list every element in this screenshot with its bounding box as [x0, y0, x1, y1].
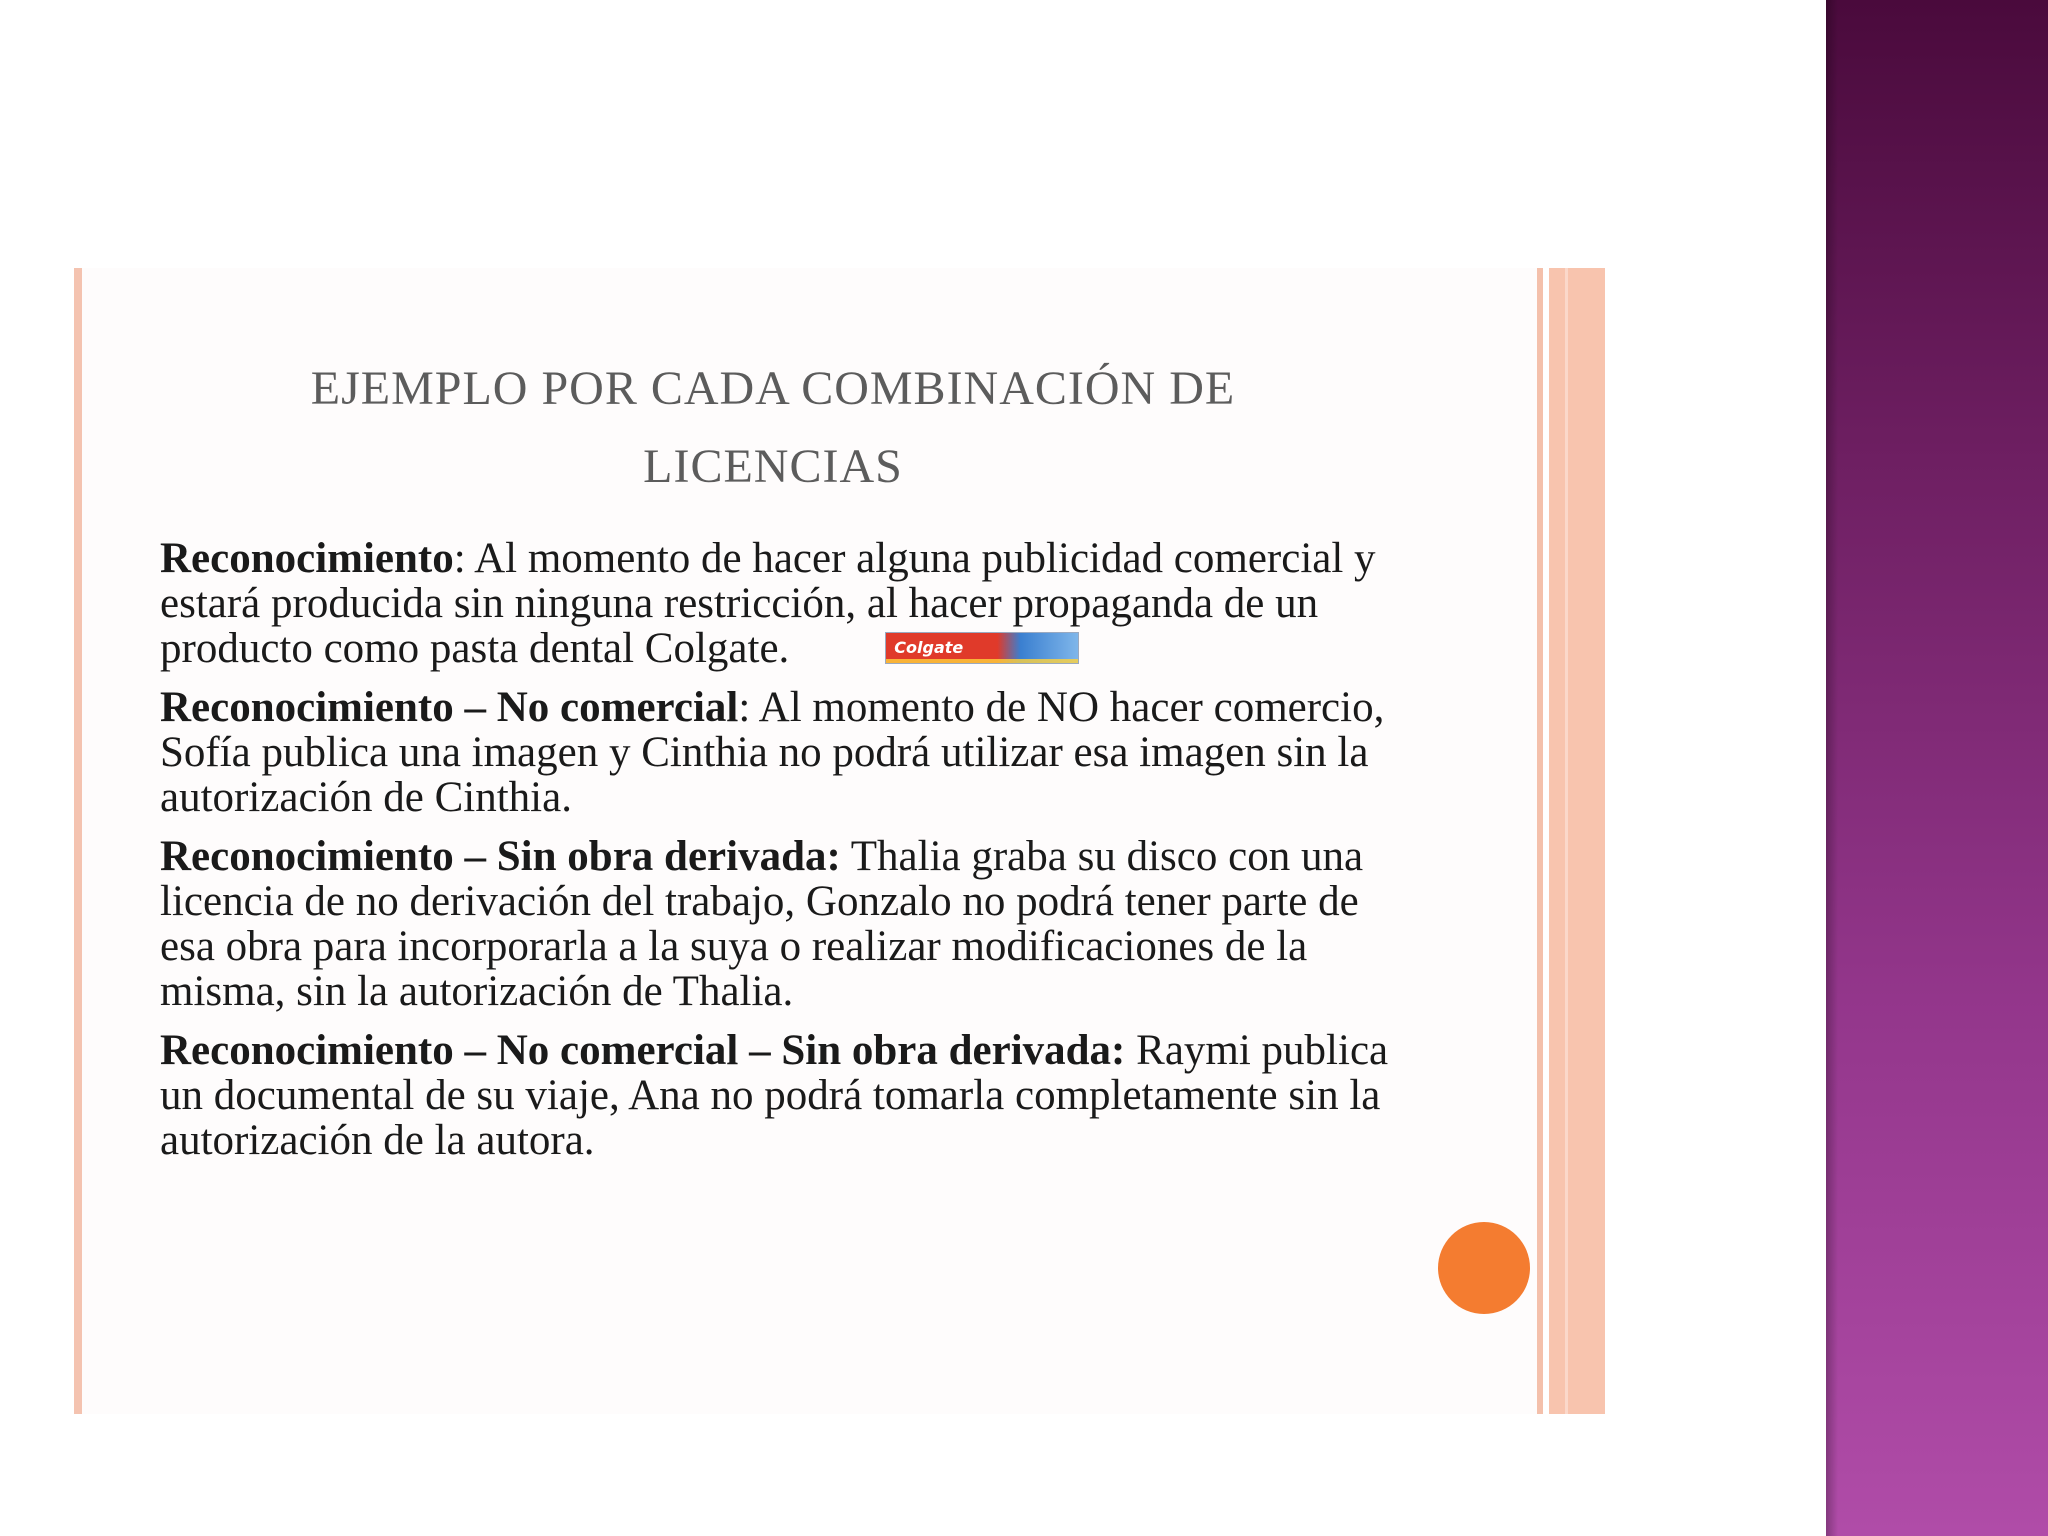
term-description: : Al momento de hacer alguna publicidad comercial y estará producida sin ninguna restricción, al hacer propaganda de un producto como pasta dental Colgate.	[160, 535, 1376, 672]
right-rule-thick	[1549, 268, 1605, 1414]
term-description: Raymi publica un documental de su viaje, Ana no podrá tomarla completamente sin la autorización de la autora.	[160, 1027, 1389, 1164]
orange-circle-decoration	[1438, 1222, 1530, 1314]
slide-title	[160, 350, 1386, 506]
paragraph-reconocimiento	[160, 536, 1420, 671]
paragraph-no-comercial-sin-obra-derivada	[160, 1028, 1420, 1163]
slide-body	[160, 536, 1420, 1177]
slide-title-line-2: LICENCIAS	[643, 440, 903, 493]
paragraph-no-comercial	[160, 685, 1420, 820]
term-description: : Al momento de NO hacer comercio, Sofía publica una imagen y Cinthia no podrá utilizar esa imagen sin la autorización de Cinthia.	[160, 684, 1385, 821]
term-description: Thalia graba su disco con una licencia de no derivación del trabajo, Gonzalo no podrá tener parte de esa obra para incorporarla a la suya o realizar modificaciones de la misma, sin la autorización de Thalia.	[160, 833, 1364, 1015]
paragraph-sin-obra-derivada	[160, 834, 1420, 1014]
left-rule	[74, 268, 82, 1414]
slide-title-line-1: EJEMPLO POR CADA COMBINACIÓN DE	[310, 362, 1236, 415]
colgate-logo-image: Colgate	[885, 632, 1079, 664]
term-label: Reconocimiento – No comercial – Sin obra derivada:	[160, 1027, 1126, 1074]
side-decorative-panel	[1826, 0, 2048, 1536]
side-panel-shadow	[1826, 0, 1838, 1536]
right-rule-line	[1565, 268, 1568, 1414]
term-label: Reconocimiento	[160, 535, 454, 582]
term-label: Reconocimiento – No comercial	[160, 684, 739, 731]
term-label: Reconocimiento – Sin obra derivada:	[160, 833, 841, 880]
